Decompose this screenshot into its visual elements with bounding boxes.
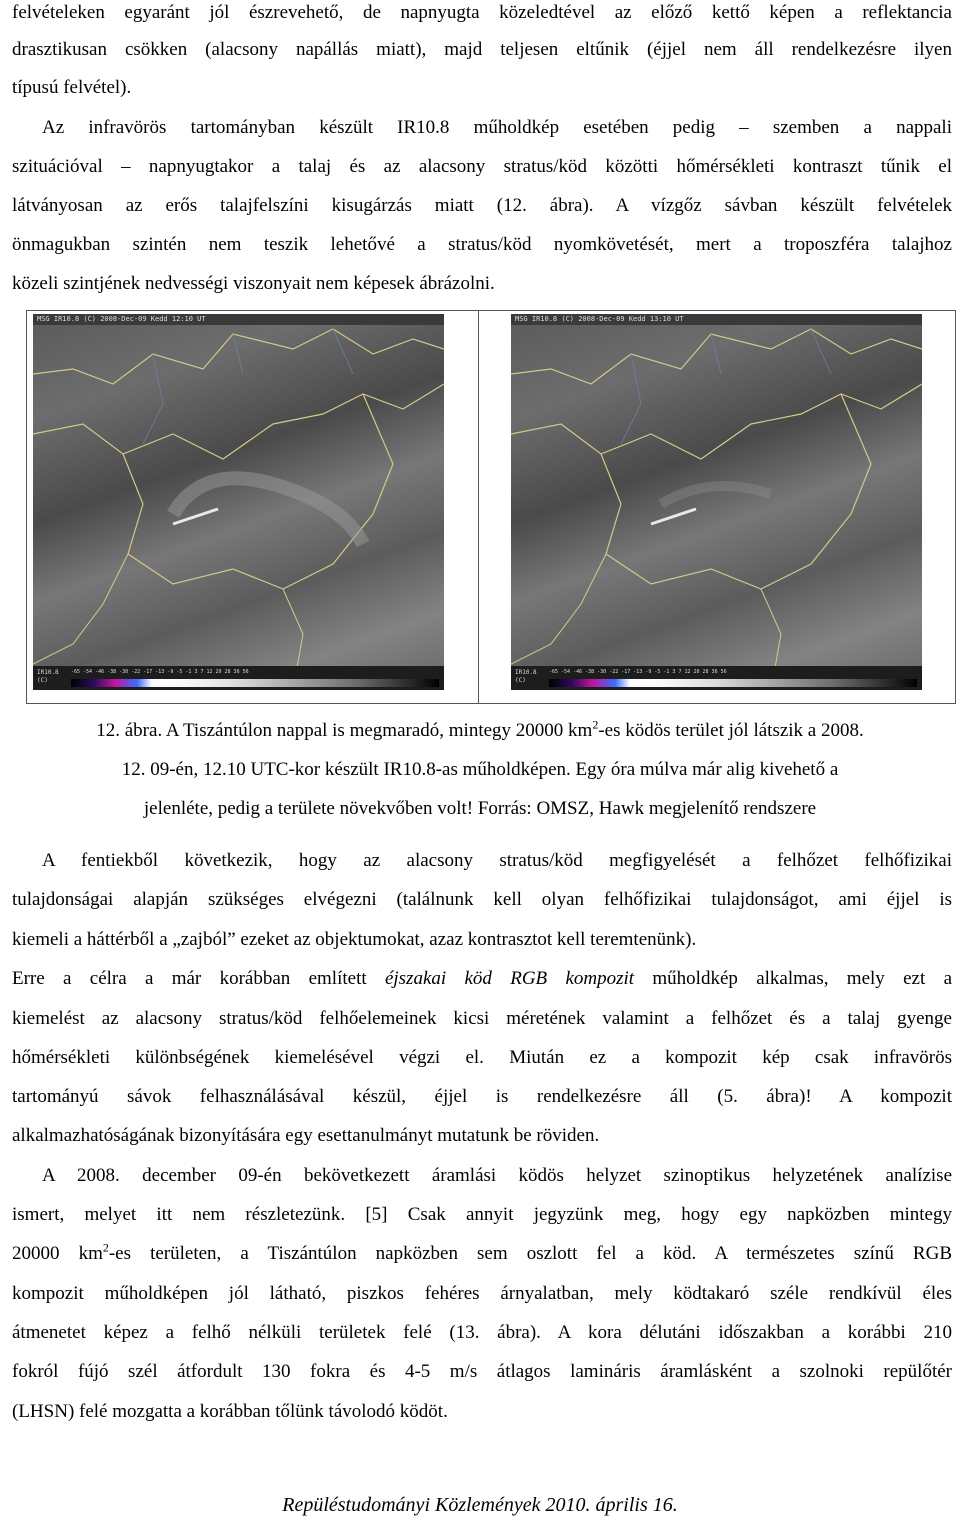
text-line: tulajdonságai alapján szükséges elvégezni (találnunk kell olyan felhőfizikai tulajdonságot, ami éjjel is	[12, 889, 952, 910]
text-line: önmagukban szintén nem teszik lehetővé a stratus/köd nyomkövetését, mert a troposzféra talajhoz	[12, 234, 952, 255]
text-line: (LHSN) felé mozgatta a korábban tőlünk távolodó ködöt.	[12, 1401, 448, 1422]
text-line: hőmérsékleti különbségének kiemelésével végzi el. Miután ez a kompozit kép csak infravörös	[12, 1047, 952, 1068]
legend-label: IR10.8 (C)	[37, 669, 59, 684]
text-line: ismert, melyet itt nem részletezünk. [5] Csak annyit jegyzünk meg, hogy egy napközben mintegy	[12, 1204, 952, 1225]
figure-caption: 12. 09-én, 12.10 UTC-kor készült IR10.8-as műholdképen. Egy óra múlva már alig kivehető a	[121, 759, 839, 780]
color-legend	[33, 666, 444, 690]
superscript: 2	[592, 717, 599, 732]
text-span: 20000 km	[12, 1243, 103, 1264]
text-line: szituációval – napnyugtakor a talaj és az alacsony stratus/köd közötti hőmérsékleti kontraszt tűnik el	[12, 156, 952, 177]
figure-caption	[0, 717, 960, 742]
figure-caption: jelenléte, pedig a területe növekvőben volt! Forrás: OMSZ, Hawk megjelenítő rendszere	[143, 798, 817, 819]
caption-text: 12. ábra. A Tiszántúlon nappal is megmaradó, mintegy 20000 km	[96, 720, 593, 741]
text-line: típusú felvétel).	[12, 77, 132, 98]
text-line: tartományú sávok felhasználásával készül, éjjel is rendelkezésre áll (5. ábra)! A kompozit	[12, 1086, 952, 1107]
text-line: A fentiekből következik, hogy az alacsony stratus/köd megfigyelését a felhőzet felhőfizikai	[42, 850, 952, 871]
text-line: átmenetet képez a felhő nélküli területek felé (13. ábra). A kora délutáni időszakban a korábbi 210	[12, 1322, 952, 1343]
text-span: Erre a célra a már korábban említett	[12, 968, 385, 989]
satellite-image-right	[511, 314, 922, 690]
figure-divider	[478, 310, 479, 704]
text-span: -es területen, a Tiszántúlon napközben sem oszlott fel a köd. A természetes színű RGB	[108, 1243, 952, 1264]
image-header: MSG IR10.8 (C) 2008-Dec-09 Kedd 12:10 UT	[33, 314, 444, 325]
text-line	[12, 1240, 952, 1265]
text-line: kiemeli a háttérből a „zajból” ezeket az objektumokat, azaz kontrasztot kell teremtenünk).	[12, 929, 697, 950]
caption-text: -es ködös terület jól látszik a 2008.	[598, 720, 864, 741]
page-footer: Repüléstudományi Közlemények 2010. április 16.	[282, 1494, 678, 1516]
text-line: látványosan az erős talajfelszíni kisugárzás miatt (12. ábra). A vízgőz sávban készült felvételek	[12, 195, 952, 216]
text-line: A 2008. december 09-én bekövetkezett áramlási ködös helyzet szinoptikus helyzetének analízise	[42, 1165, 952, 1186]
text-line: felvételeken egyaránt jól észrevehető, de napnyugta közeledtével az előző kettő képen a reflektancia	[12, 2, 952, 23]
text-line	[12, 968, 952, 990]
emphasis-text: éjszakai köd RGB kompozit	[384, 968, 635, 989]
text-line: kiemelést az alacsony stratus/köd felhőelemeinek kicsi méretének valamint a felhőzet és a talaj gyenge	[12, 1008, 952, 1029]
text-line: fokról fújó szél átfordult 130 fokra és 4-5 m/s átlagos lamináris áramlásként a szolnoki repülőtér	[12, 1361, 952, 1382]
text-line: drasztikusan csökken (alacsony napállás miatt), majd teljesen eltűnik (éjjel nem áll rendelkezésre ilyen	[12, 39, 952, 60]
text-line: közeli szintjének nedvességi viszonyait nem képesek ábrázolni.	[12, 273, 495, 294]
image-header: MSG IR10.8 (C) 2008-Dec-09 Kedd 13:10 UT	[511, 314, 922, 325]
legend-ticks: -65 -54 -46 -38 -30 -22 -17 -13 -9 -5 -1 3 7 12 20 28 36 56	[71, 669, 249, 675]
legend-color-bar	[71, 679, 439, 687]
legend-label: IR10.8 (C)	[515, 669, 537, 684]
legend-ticks: -65 -54 -46 -38 -30 -22 -17 -13 -9 -5 -1 3 7 12 20 28 36 56	[549, 669, 727, 675]
text-line: Az infravörös tartományban készült IR10.8 műholdkép esetében pedig – szemben a nappali	[42, 117, 952, 138]
map-borders	[511, 314, 922, 690]
text-span: műholdkép alkalmas, mely ezt a	[634, 968, 953, 989]
text-line: kompozit műholdképen jól látható, piszkos fehéres árnyalatban, mely ködtakaró széle rendkívül éles	[12, 1283, 952, 1304]
color-legend	[511, 666, 922, 690]
satellite-image-left	[33, 314, 444, 690]
legend-color-bar	[549, 679, 917, 687]
superscript: 2	[102, 1240, 109, 1255]
map-borders	[33, 314, 444, 690]
text-line: alkalmazhatóságának bizonyítására egy esettanulmányt mutatunk be röviden.	[12, 1125, 600, 1146]
